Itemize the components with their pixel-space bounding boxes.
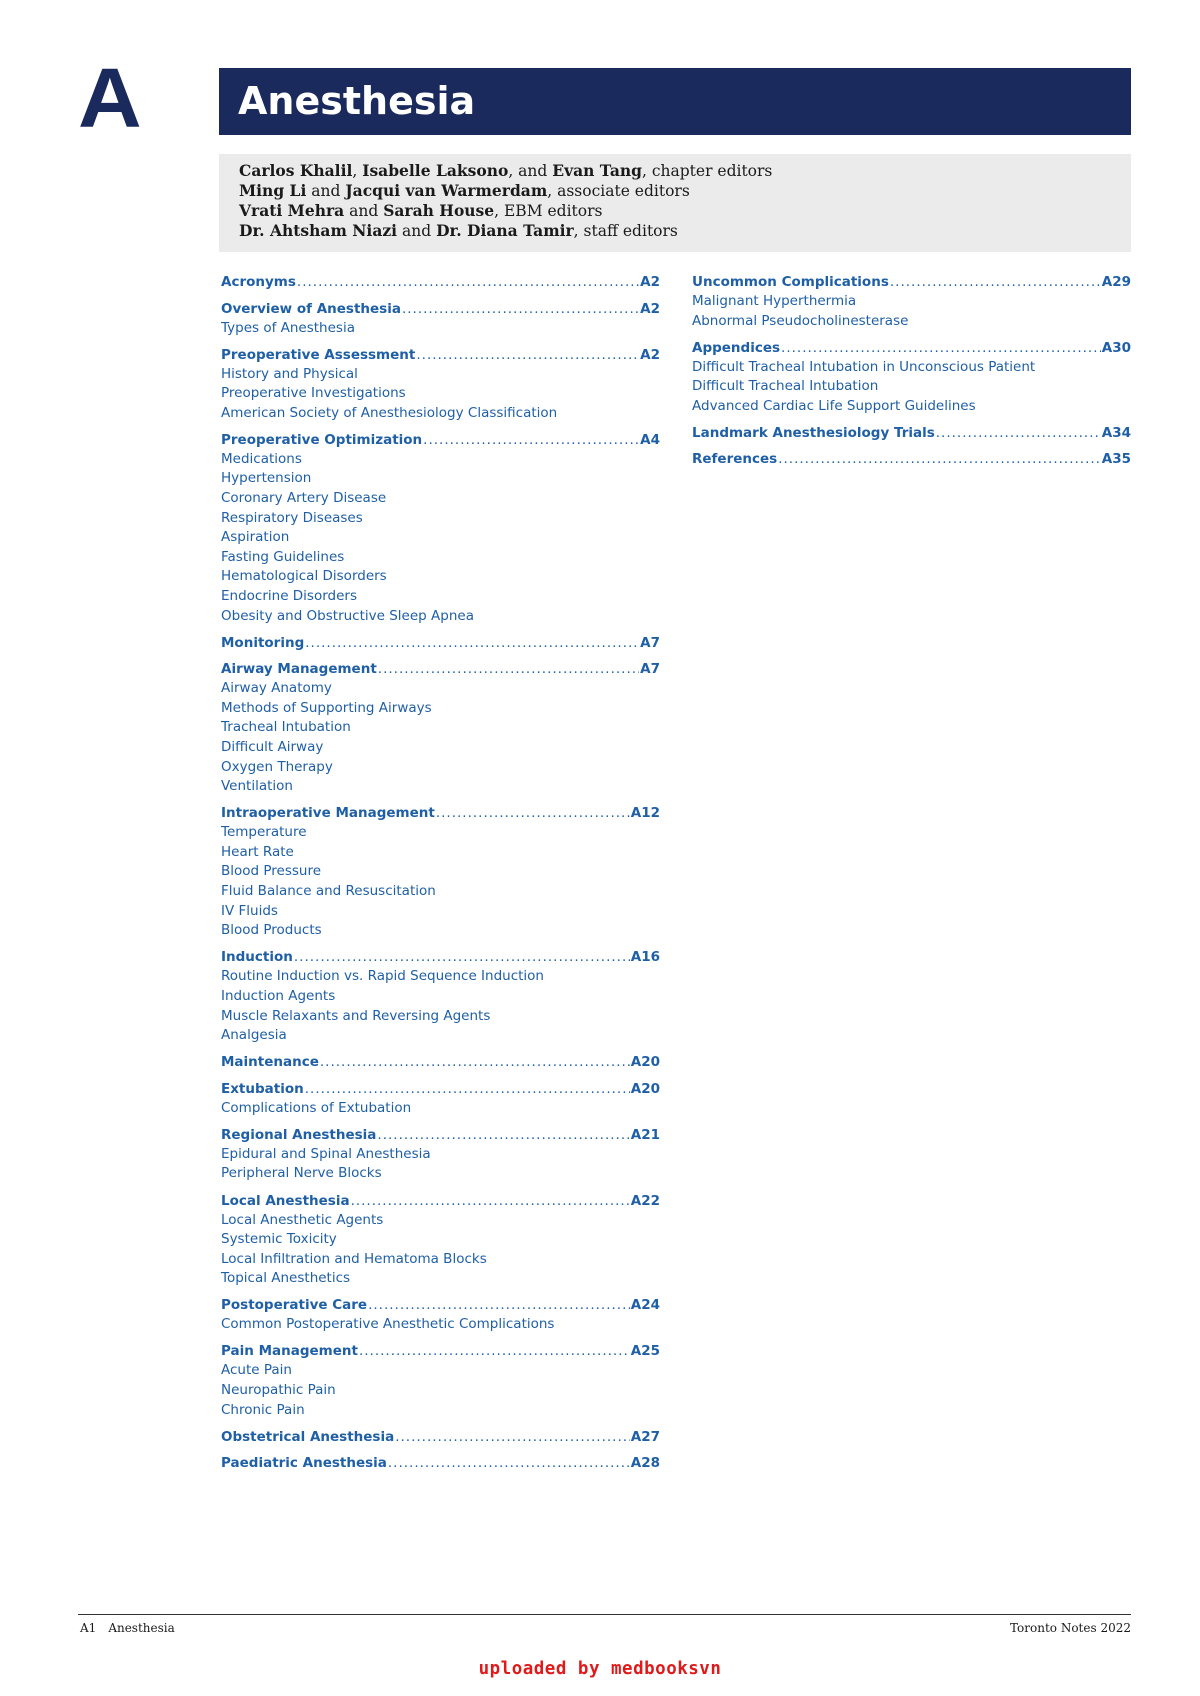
toc-left-column bbox=[221, 272, 660, 1480]
toc-heading-link[interactable] bbox=[221, 430, 660, 450]
toc-subtopic-link[interactable]: Malignant Hyperthermia bbox=[692, 293, 857, 309]
toc-entry bbox=[692, 338, 1131, 417]
toc-heading-link[interactable] bbox=[221, 803, 660, 823]
toc-heading-link[interactable] bbox=[692, 272, 1131, 292]
toc-subtopic-link[interactable]: History and Physical bbox=[221, 365, 358, 382]
editors-box bbox=[219, 154, 1131, 252]
toc-subtopic-link[interactable]: Ventilation bbox=[221, 778, 293, 795]
toc-subtopic-link[interactable]: Chronic Pain bbox=[221, 1401, 305, 1418]
toc-subtopic-link[interactable]: Blood Pressure bbox=[221, 863, 322, 880]
toc-dot-leader bbox=[294, 947, 630, 967]
toc-dot-leader bbox=[436, 803, 630, 823]
toc-page-number: A29 bbox=[1101, 274, 1131, 290]
toc-entry bbox=[221, 659, 660, 797]
toc-subtopic-link[interactable]: Common Postoperative Anesthetic Complications bbox=[221, 1316, 555, 1333]
toc-heading-link[interactable] bbox=[692, 338, 1131, 358]
toc-subtopic-link[interactable]: Epidural and Spinal Anesthesia bbox=[221, 1145, 431, 1162]
toc-dot-leader bbox=[402, 299, 639, 319]
watermark: uploaded by medbooksvn bbox=[478, 1659, 722, 1679]
toc-heading-label: Obstetrical Anesthesia bbox=[221, 1428, 395, 1445]
toc-subtopic-link[interactable]: Difficult Tracheal Intubation in Unconscious Patient bbox=[692, 358, 1036, 375]
toc-heading-label: Appendices bbox=[692, 339, 781, 356]
toc-heading-link[interactable] bbox=[221, 633, 660, 653]
toc-entry bbox=[221, 299, 660, 339]
toc-heading-link[interactable] bbox=[221, 1453, 660, 1473]
toc-subtopic-link[interactable]: Respiratory Diseases bbox=[221, 509, 363, 526]
toc-heading-label: Postoperative Care bbox=[221, 1297, 368, 1314]
toc-dot-leader bbox=[936, 423, 1101, 443]
toc-heading-link[interactable] bbox=[221, 1079, 660, 1099]
toc-heading-label: References bbox=[692, 451, 778, 468]
toc-entry bbox=[221, 803, 660, 941]
toc-entry bbox=[221, 1079, 660, 1119]
toc-entry bbox=[221, 1191, 660, 1289]
toc-entry bbox=[221, 1427, 660, 1447]
toc-entry bbox=[221, 1125, 660, 1184]
toc-subtopic-link[interactable]: Muscle Relaxants and Reversing Agents bbox=[221, 1007, 491, 1024]
toc-heading-label: Extubation bbox=[221, 1080, 304, 1097]
footer-page-ref: A1 bbox=[80, 1621, 97, 1635]
toc-heading-label: Regional Anesthesia bbox=[221, 1126, 377, 1143]
toc-right-column bbox=[692, 272, 1131, 476]
toc-entry bbox=[221, 430, 660, 626]
chapter-title-bar bbox=[219, 68, 1131, 135]
toc-subtopic-link[interactable]: Routine Induction vs. Rapid Sequence Induction bbox=[221, 968, 544, 985]
toc-page-number: A16 bbox=[630, 949, 660, 966]
toc-subtopic-link[interactable]: Aspiration bbox=[221, 529, 290, 546]
toc-subtopic-link[interactable]: Endocrine Disorders bbox=[221, 588, 358, 605]
editors-line-staff: Dr. Ahtsham Niazi and Dr. Diana Tamir, staff editors bbox=[239, 221, 678, 240]
toc-subtopic-link[interactable]: Airway Anatomy bbox=[221, 680, 332, 697]
toc-page-number: A21 bbox=[630, 1126, 660, 1143]
toc-entry bbox=[692, 423, 1131, 443]
footer-divider bbox=[78, 1614, 1131, 1615]
toc-subtopic-link[interactable]: Analgesia bbox=[221, 1027, 287, 1044]
toc-heading-label: Intraoperative Management bbox=[221, 805, 435, 822]
toc-page-number: A34 bbox=[1101, 424, 1131, 441]
footer-section: Anesthesia bbox=[108, 1621, 175, 1635]
toc-dot-leader bbox=[351, 1191, 630, 1211]
toc-heading-link[interactable] bbox=[221, 659, 660, 679]
toc-subtopic-link[interactable]: Systemic Toxicity bbox=[221, 1231, 337, 1248]
toc-page-number: A25 bbox=[630, 1343, 660, 1360]
toc-heading-label: Acronyms bbox=[221, 274, 296, 290]
toc-subtopic-link[interactable]: Methods of Supporting Airways bbox=[221, 699, 432, 716]
toc-page-number: A22 bbox=[630, 1192, 660, 1209]
toc-page-number: A24 bbox=[630, 1297, 660, 1314]
toc-entry bbox=[221, 947, 660, 1045]
toc-entry bbox=[692, 272, 1131, 331]
toc-heading-link[interactable] bbox=[221, 1295, 660, 1315]
toc-subtopic-link[interactable]: Fluid Balance and Resuscitation bbox=[221, 883, 436, 900]
toc-dot-leader bbox=[305, 1079, 630, 1099]
toc-entry bbox=[221, 272, 660, 292]
toc-heading-label: Uncommon Complications bbox=[692, 274, 889, 290]
toc-page-number: A20 bbox=[630, 1054, 660, 1071]
toc-heading-link[interactable] bbox=[221, 272, 660, 292]
toc-dot-leader bbox=[395, 1427, 630, 1447]
toc-dot-leader bbox=[359, 1341, 630, 1361]
toc-subtopic-link[interactable]: Heart Rate bbox=[221, 843, 294, 860]
toc-dot-leader bbox=[297, 272, 639, 292]
toc-subtopic-link[interactable]: IV Fluids bbox=[221, 902, 278, 919]
toc-subtopic-link[interactable]: Neuropathic Pain bbox=[221, 1382, 336, 1399]
toc-subtopic-link[interactable]: Acute Pain bbox=[221, 1362, 292, 1379]
toc-dot-leader bbox=[423, 430, 639, 450]
toc-dot-leader bbox=[320, 1052, 630, 1072]
chapter-title: Anesthesia bbox=[238, 79, 476, 123]
toc-entry bbox=[221, 1295, 660, 1335]
toc-subtopic-link[interactable]: Local Infiltration and Hematoma Blocks bbox=[221, 1250, 487, 1267]
toc-entry bbox=[221, 345, 660, 424]
footer-left bbox=[80, 1621, 175, 1635]
toc-subtopic-link[interactable]: Difficult Tracheal Intubation bbox=[692, 378, 879, 395]
toc-heading-label: Paediatric Anesthesia bbox=[221, 1455, 387, 1472]
toc-heading-label: Landmark Anesthesiology Trials bbox=[692, 424, 935, 441]
toc-page-number: A30 bbox=[1101, 339, 1131, 356]
toc-subtopic-link[interactable]: American Society of Anesthesiology Classification bbox=[221, 404, 558, 421]
toc-page-number: A2 bbox=[640, 346, 660, 363]
toc-subtopic-link[interactable]: Coronary Artery Disease bbox=[221, 490, 387, 507]
toc-heading-link[interactable] bbox=[221, 345, 660, 365]
toc-subtopic-link[interactable]: Induction Agents bbox=[221, 987, 336, 1004]
toc-heading-label: Local Anesthesia bbox=[221, 1192, 350, 1209]
toc-subtopic-link[interactable]: Abnormal Pseudocholinesterase bbox=[692, 312, 909, 329]
toc-entry bbox=[692, 449, 1131, 469]
toc-dot-leader bbox=[890, 272, 1101, 292]
toc-heading-label: Induction bbox=[221, 949, 293, 966]
toc-dot-leader bbox=[778, 449, 1101, 469]
toc-subtopic-link[interactable]: Temperature bbox=[221, 824, 307, 841]
toc-subtopic-link[interactable]: Oxygen Therapy bbox=[221, 758, 333, 775]
chapter-letter: A bbox=[78, 51, 140, 145]
toc-page-number: A20 bbox=[630, 1080, 660, 1097]
toc-dot-leader bbox=[368, 1295, 630, 1315]
toc-subtopic-link[interactable]: Hematological Disorders bbox=[221, 568, 387, 585]
toc-heading-label: Preoperative Optimization bbox=[221, 431, 423, 448]
toc-dot-leader bbox=[781, 338, 1101, 358]
toc-page-number: A4 bbox=[640, 431, 660, 448]
editors-line-associate: Ming Li and Jacqui van Warmerdam, associate editors bbox=[239, 181, 690, 200]
footer-publication: Toronto Notes 2022 bbox=[1009, 1621, 1131, 1635]
toc-subtopic-link[interactable]: Local Anesthetic Agents bbox=[221, 1211, 384, 1228]
toc-heading-label: Airway Management bbox=[221, 661, 377, 678]
toc-page-number: A27 bbox=[630, 1428, 660, 1445]
toc-page-number: A2 bbox=[640, 274, 660, 290]
toc-heading-link[interactable] bbox=[221, 1191, 660, 1211]
toc-subtopic-link[interactable]: Blood Products bbox=[221, 922, 322, 939]
toc-subtopic-link[interactable]: Obesity and Obstructive Sleep Apnea bbox=[221, 607, 474, 624]
toc-subtopic-link[interactable]: Peripheral Nerve Blocks bbox=[221, 1165, 382, 1182]
toc-page-number: A7 bbox=[640, 634, 660, 651]
toc-dot-leader bbox=[378, 659, 639, 679]
toc-dot-leader bbox=[377, 1125, 629, 1145]
toc-page-number: A28 bbox=[630, 1455, 660, 1472]
toc-subtopic-link[interactable]: Medications bbox=[221, 450, 302, 467]
toc-page-number: A12 bbox=[630, 805, 660, 822]
toc-heading-label: Preoperative Assessment bbox=[221, 346, 416, 363]
toc-entry bbox=[221, 633, 660, 653]
toc-page-number: A2 bbox=[640, 300, 660, 317]
editors-line-ebm: Vrati Mehra and Sarah House, EBM editors bbox=[239, 201, 603, 220]
toc-subtopic-link[interactable]: Complications of Extubation bbox=[221, 1099, 412, 1116]
toc-subtopic-link[interactable]: Preoperative Investigations bbox=[221, 385, 406, 402]
toc-heading-link[interactable] bbox=[692, 449, 1131, 469]
editors-line-chapter: Carlos Khalil, Isabelle Laksono, and Evan Tang, chapter editors bbox=[239, 161, 773, 180]
toc-subtopic-link[interactable]: Tracheal Intubation bbox=[221, 719, 351, 736]
toc-subtopic-link[interactable]: Types of Anesthesia bbox=[221, 319, 355, 336]
toc-heading-link[interactable] bbox=[221, 1125, 660, 1145]
toc-subtopic-link[interactable]: Difficult Airway bbox=[221, 739, 324, 755]
toc-heading-label: Overview of Anesthesia bbox=[221, 300, 401, 317]
toc-heading-link[interactable] bbox=[221, 1341, 660, 1361]
toc-heading-label: Pain Management bbox=[221, 1343, 358, 1360]
toc-page-number: A35 bbox=[1101, 451, 1131, 468]
toc-heading-link[interactable] bbox=[221, 299, 660, 319]
toc-entry bbox=[221, 1341, 660, 1420]
toc-subtopic-link[interactable]: Topical Anesthetics bbox=[221, 1270, 351, 1287]
toc-subtopic-link[interactable]: Advanced Cardiac Life Support Guidelines bbox=[692, 397, 976, 414]
toc-heading-link[interactable] bbox=[221, 947, 660, 967]
toc-dot-leader bbox=[388, 1453, 630, 1473]
toc-page-number: A7 bbox=[640, 661, 660, 678]
toc-heading-label: Monitoring bbox=[221, 634, 305, 651]
toc-subtopic-link[interactable]: Fasting Guidelines bbox=[221, 548, 345, 565]
toc-heading-link[interactable] bbox=[692, 423, 1131, 443]
toc-dot-leader bbox=[305, 633, 639, 653]
toc-heading-link[interactable] bbox=[221, 1052, 660, 1072]
toc-heading-label: Maintenance bbox=[221, 1054, 319, 1071]
toc-dot-leader bbox=[416, 345, 639, 365]
toc-subtopic-link[interactable]: Hypertension bbox=[221, 470, 312, 487]
toc-heading-link[interactable] bbox=[221, 1427, 660, 1447]
toc-entry bbox=[221, 1453, 660, 1473]
toc-entry bbox=[221, 1052, 660, 1072]
